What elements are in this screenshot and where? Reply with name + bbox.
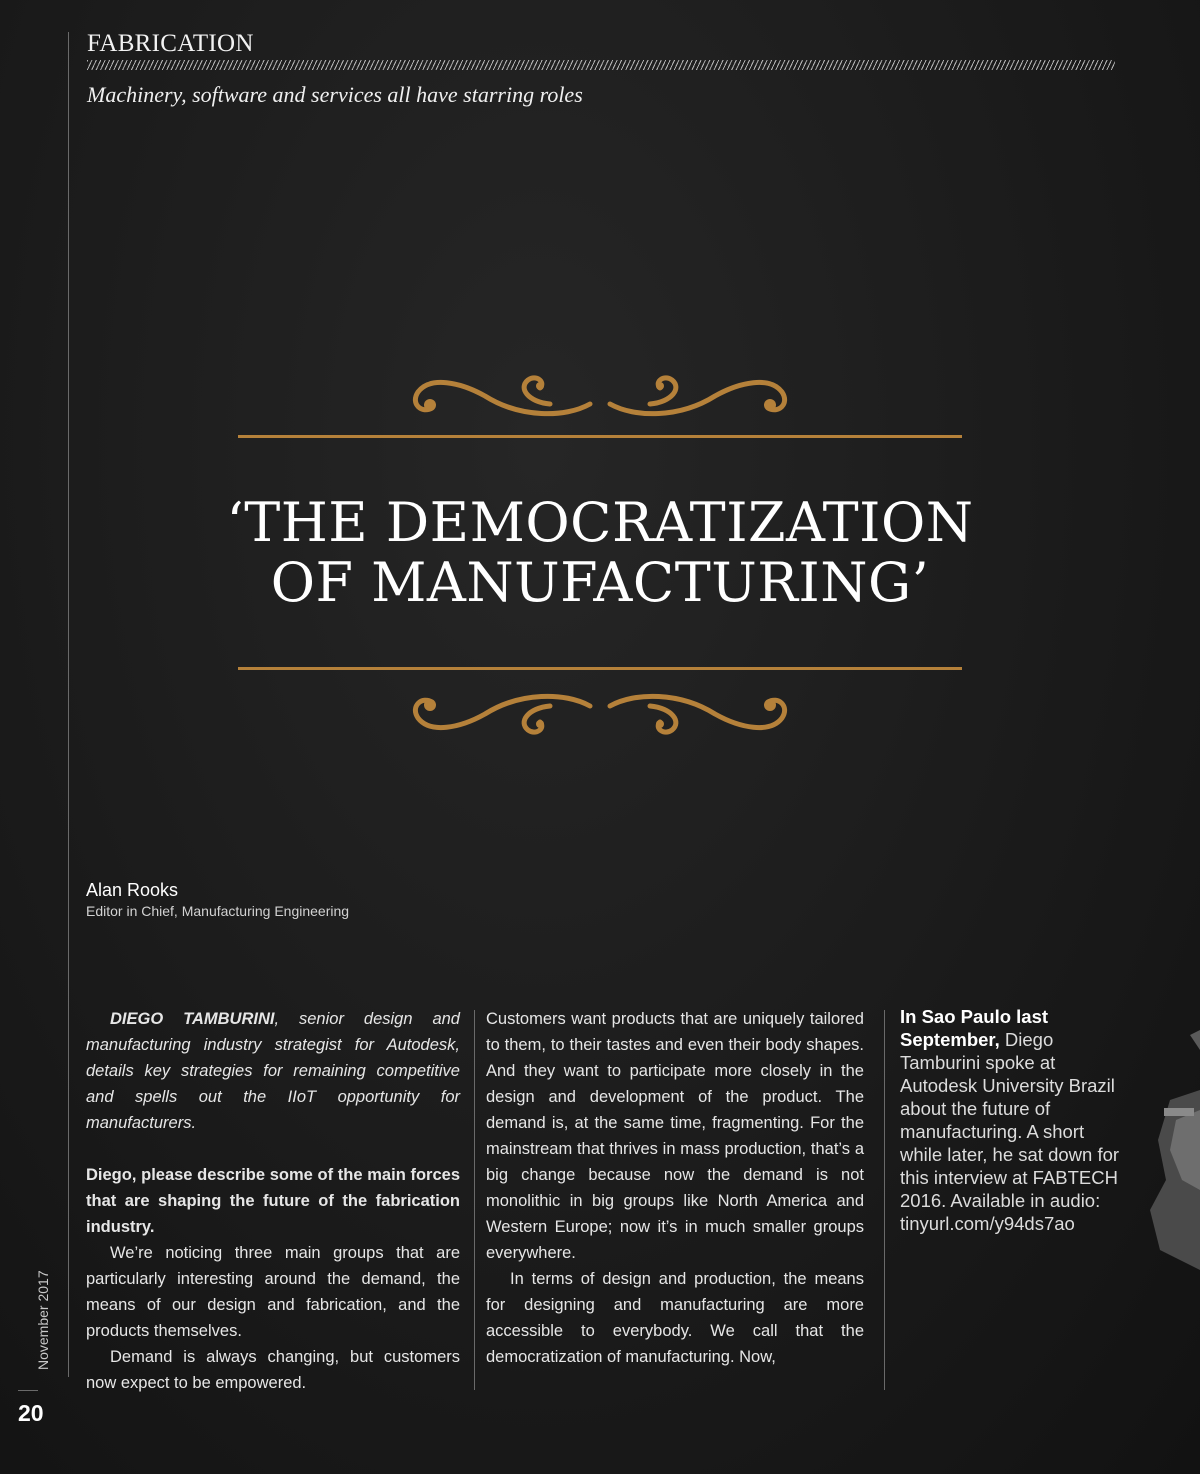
- column-divider-1: [474, 1010, 475, 1390]
- article-column-1: [86, 1006, 460, 1396]
- issue-date: November 2017: [35, 1270, 51, 1370]
- answer-paragraph-3: Customers want products that are uniquely tailored to them, to their tastes and even their body shapes. And they want to participate more closely in the design and development of the product. The demand is, at the same time, fragmenting. For the mainstream that thrives in mass production, that’s a big change because now the demand is not monolithic in big groups like North America and Western Europe; now it’s in much smaller groups everywhere.: [486, 1010, 864, 1262]
- column-divider-2: [884, 1010, 885, 1390]
- author-name: Alan Rooks: [86, 880, 179, 900]
- flourish-ornament-bottom: [400, 682, 800, 742]
- robot-arm-photo-fragment: [1130, 1030, 1200, 1310]
- article-intro: [86, 1006, 460, 1136]
- gold-rule-bottom: [238, 667, 962, 670]
- margin-rule-top: [68, 32, 69, 1377]
- flourish-ornament-top: [400, 368, 800, 428]
- interview-question: Diego, please describe some of the main forces that are shaping the future of the fabrication industry.: [86, 1166, 460, 1236]
- author-title: Editor in Chief, Manufacturing Engineering: [86, 903, 350, 919]
- section-label: FABRICATION: [87, 30, 254, 57]
- sidebar-note: [900, 1005, 1125, 1235]
- intro-name: DIEGO TAMBURINI: [110, 1010, 275, 1028]
- hatched-rule: [87, 60, 1115, 70]
- folio-rule: [18, 1390, 38, 1391]
- answer-paragraph-1: We’re noticing three main groups that are particularly interesting around the demand, the means of our design and fabrication, and the products themselves.: [86, 1244, 460, 1340]
- article-column-2: [486, 1006, 864, 1370]
- sidebar-lead: In Sao Paulo last September,: [900, 1006, 1049, 1050]
- article-headline: [150, 493, 1050, 613]
- intro-text: , senior design and manufacturing industry strategist for Autodesk, details key strategies for remaining competitive and spells out the IIoT opportunity for manufacturers.: [86, 1010, 460, 1132]
- answer-paragraph-4: In terms of design and production, the means for designing and manufacturing are more accessible to everybody. We call that the democratization of manufacturing. Now,: [486, 1270, 864, 1366]
- page-number: 20: [18, 1400, 44, 1426]
- headline-line-2: OF MANUFACTURING’: [270, 551, 930, 614]
- answer-paragraph-2: Demand is always changing, but customers now expect to be empowered.: [86, 1348, 460, 1392]
- gold-rule-top: [238, 435, 962, 438]
- section-tagline: Machinery, software and services all have starring roles: [87, 82, 583, 107]
- sidebar-text: Diego Tamburini spoke at Autodesk University Brazil about the future of manufacturing. A short while later, he sat down for this interview at FABTECH 2016. Available in audio: tinyurl.com/y94ds7ao: [900, 1029, 1120, 1234]
- headline-line-1: ‘THE DEMOCRATIZATION: [226, 491, 974, 554]
